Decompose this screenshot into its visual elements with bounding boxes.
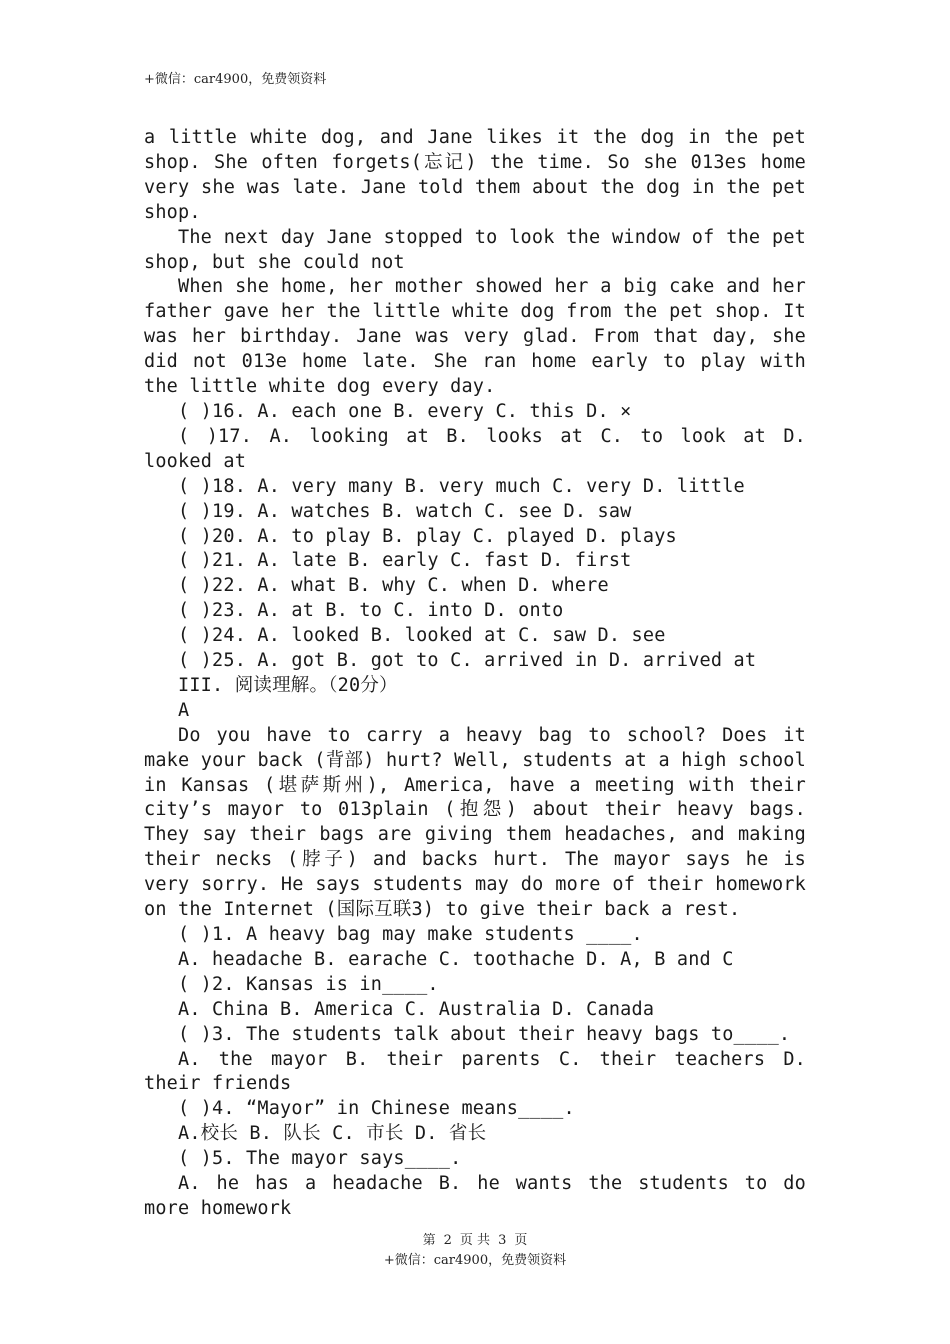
reading-options: A.校长 B. 队长 C. 市长 D. 省长 (178, 1123, 487, 1145)
cloze-question: ( )22. A. what B. why C. when D. where (178, 575, 609, 597)
reading-question: ( )1. A heavy bag may make students ____. (178, 924, 643, 945)
reading-question: ( )5. The mayor says____. (178, 1148, 462, 1170)
page-mid: 页 共 (459, 1233, 491, 1248)
page-total: 3 (498, 1233, 507, 1248)
reading-passage: Do you have to carry a heavy bag to school? Does it make your back (背部) hurt? Well, students at a high school in Kansas (堪萨斯州), America, have a meeting with their city’s mayor to 013plain (抱怨) about their heavy bags. They say their bags are giving them headaches, and making their necks (脖子) and backs hurt. The mayor says he is very sorry. He says students may do more of their homework on the Internet (国际互联3) to give their back a rest. (144, 724, 806, 921)
cloze-question: ( )19. A. watches B. watch C. see D. saw (178, 500, 632, 522)
passage-paragraph: a little white dog, and Jane likes it the dog in the pet shop. She often forgets(忘记) the time. So she 013es home very she was late. Jane told them about the dog in the pet shop. (144, 127, 806, 223)
cloze-question: ( )20. A. to play B. play C. played D. plays (178, 525, 677, 547)
cloze-question: ( )17. A. looking at B. looks at C. to look at D. looked at (144, 425, 806, 472)
page-prefix: 第 (422, 1233, 436, 1248)
reading-options: A. the mayor B. their parents C. their teachers D. their friends (144, 1048, 806, 1095)
page-suffix: 页 (514, 1233, 528, 1248)
cloze-question: ( )16. A. each one B. every C. this D. × (178, 400, 632, 422)
reading-options: A. headache B. earache C. toothache D. A, B and C (178, 948, 734, 970)
cloze-question: ( )18. A. very many B. very much C. very D. little (178, 475, 745, 497)
section-heading: III. 阅读理解。（20分） (178, 674, 398, 696)
page-number: 2 (443, 1233, 452, 1248)
reading-options: A. he has a headache B. he wants the students to do more homework (144, 1173, 806, 1219)
cloze-question: ( )21. A. late B. early C. fast D. first (178, 550, 632, 572)
reading-question: ( )4. “Mayor” in Chinese means____. (178, 1098, 575, 1120)
reading-question: ( )2. Kansas is in____. (178, 973, 439, 995)
watermark-top: +微信：car4900，免费领资料 (144, 72, 327, 87)
passage-paragraph: When she home, her mother showed her a big cake and her father gave her the little white dog from the pet shop. It was her birthday. Jane was very glad. From that day, she did not 013e home late. She ran home early to play with the little white dog every day. (144, 276, 806, 398)
page-number-footer (0, 1229, 950, 1248)
cloze-question: ( )25. A. got B. got to C. arrived in D. arrived at (178, 650, 757, 672)
cloze-question: ( )24. A. looked B. looked at C. saw D. see (178, 625, 666, 647)
reading-options: A. China B. America C. Australia D. Canada (178, 998, 655, 1020)
cloze-question: ( )23. A. at B. to C. into D. onto (178, 600, 564, 622)
passage-label: A (178, 699, 190, 721)
watermark-bottom: +微信：car4900，免费领资料 (383, 1253, 567, 1268)
document-body (144, 126, 806, 1222)
passage-paragraph: The next day Jane stopped to look the window of the pet shop, but she could not (144, 226, 806, 273)
reading-question: ( )3. The students talk about their heavy bags to____. (178, 1023, 791, 1045)
